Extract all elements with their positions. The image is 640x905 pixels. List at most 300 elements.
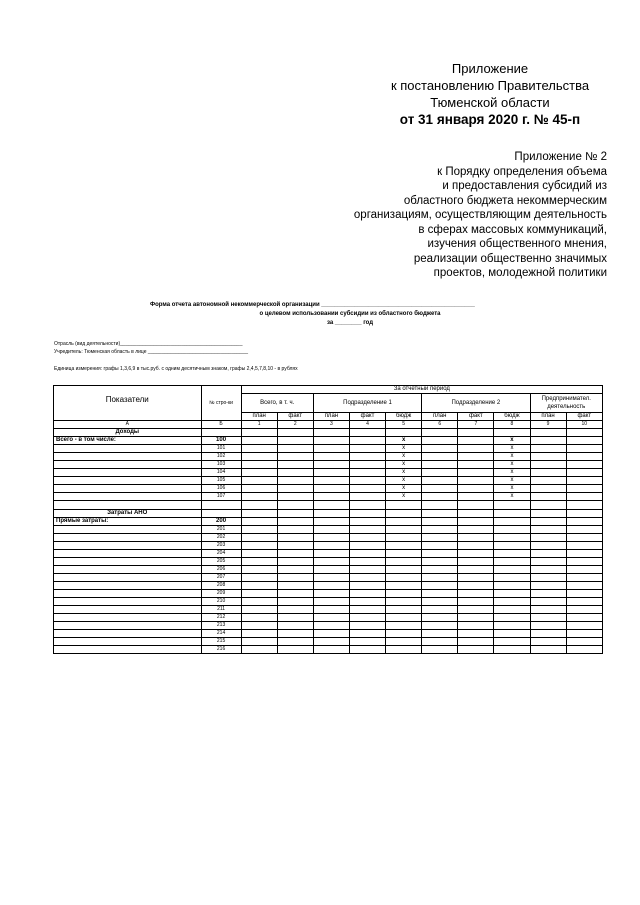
value-cell	[349, 566, 385, 574]
value-cell	[566, 622, 602, 630]
table-row	[54, 518, 603, 526]
indicator-cell	[54, 461, 202, 469]
indicator-cell	[54, 445, 202, 453]
founder-field: Учредитель: Тюменская область в лице ____________________________________	[54, 349, 249, 355]
value-cell	[566, 534, 602, 542]
value-cell	[458, 550, 494, 558]
value-cell	[277, 518, 313, 526]
value-cell	[386, 582, 422, 590]
value-cell	[458, 437, 494, 445]
value-cell	[566, 550, 602, 558]
value-cell	[349, 510, 385, 518]
value-cell	[458, 630, 494, 638]
indicator-cell	[54, 606, 202, 614]
value-cell	[349, 614, 385, 622]
value-cell	[313, 445, 349, 453]
value-cell	[530, 550, 566, 558]
value-cell	[241, 606, 277, 614]
value-cell	[313, 493, 349, 501]
value-cell	[422, 477, 458, 485]
value-cell: х	[386, 493, 422, 501]
line-number-cell: 204	[201, 550, 241, 558]
value-cell	[494, 646, 530, 654]
column-number: А	[54, 421, 202, 429]
line-number-cell: 100	[201, 437, 241, 445]
value-cell	[566, 453, 602, 461]
value-cell	[458, 614, 494, 622]
appendix-2-line: организациям, осуществляющим деятельность	[353, 209, 607, 221]
value-cell	[241, 614, 277, 622]
plan-header: план	[530, 413, 566, 421]
value-cell	[458, 501, 494, 510]
value-cell	[458, 558, 494, 566]
value-cell	[313, 606, 349, 614]
value-cell	[530, 477, 566, 485]
value-cell	[530, 534, 566, 542]
value-cell	[313, 518, 349, 526]
table-row	[54, 501, 603, 510]
value-cell	[494, 622, 530, 630]
value-cell	[386, 542, 422, 550]
value-cell	[422, 445, 458, 453]
indicator-cell	[54, 638, 202, 646]
subdivision-2-header: Подразделение 2	[422, 394, 530, 413]
value-cell	[566, 510, 602, 518]
value-cell	[349, 542, 385, 550]
value-cell	[277, 493, 313, 501]
value-cell	[277, 526, 313, 534]
table-row	[54, 598, 603, 606]
value-cell	[241, 429, 277, 437]
value-cell: х	[494, 477, 530, 485]
value-cell	[458, 646, 494, 654]
value-cell	[566, 429, 602, 437]
table-row	[54, 542, 603, 550]
value-cell	[422, 485, 458, 493]
value-cell	[386, 510, 422, 518]
value-cell	[277, 469, 313, 477]
value-cell	[494, 429, 530, 437]
appendix-2-line: изучения общественного мнения,	[427, 238, 607, 250]
value-cell	[458, 598, 494, 606]
value-cell	[349, 437, 385, 445]
value-cell	[494, 558, 530, 566]
value-cell	[277, 630, 313, 638]
value-cell	[530, 429, 566, 437]
indicator-cell: Прямые затраты:	[54, 518, 202, 526]
value-cell	[422, 598, 458, 606]
indicator-cell	[54, 566, 202, 574]
indicator-cell	[54, 542, 202, 550]
value-cell	[566, 485, 602, 493]
appendix-2-line: к Порядку определения объема	[437, 165, 607, 178]
value-cell	[422, 566, 458, 574]
value-cell	[277, 453, 313, 461]
table-row	[54, 453, 603, 461]
value-cell	[313, 526, 349, 534]
column-numbers-row	[54, 421, 603, 429]
value-cell	[241, 630, 277, 638]
value-cell	[277, 542, 313, 550]
value-cell	[566, 582, 602, 590]
value-cell	[422, 606, 458, 614]
value-cell	[313, 574, 349, 582]
value-cell	[530, 437, 566, 445]
value-cell	[277, 606, 313, 614]
indicator-cell	[54, 453, 202, 461]
value-cell	[494, 518, 530, 526]
value-cell	[241, 526, 277, 534]
value-cell	[494, 574, 530, 582]
column-number: 3	[313, 421, 349, 429]
value-cell	[422, 574, 458, 582]
table-row	[54, 526, 603, 534]
value-cell	[349, 469, 385, 477]
value-cell: х	[494, 469, 530, 477]
value-cell	[241, 445, 277, 453]
value-cell	[494, 582, 530, 590]
value-cell	[349, 630, 385, 638]
value-cell	[349, 582, 385, 590]
value-cell	[566, 526, 602, 534]
value-cell	[349, 534, 385, 542]
value-cell	[313, 550, 349, 558]
fact-header: факт	[458, 413, 494, 421]
value-cell	[422, 622, 458, 630]
value-cell	[241, 542, 277, 550]
value-cell: х	[494, 485, 530, 493]
value-cell	[530, 630, 566, 638]
value-cell	[458, 485, 494, 493]
line-number-cell: 208	[201, 582, 241, 590]
value-cell	[458, 477, 494, 485]
value-cell	[313, 485, 349, 493]
value-cell	[313, 501, 349, 510]
value-cell	[349, 485, 385, 493]
column-number: 2	[277, 421, 313, 429]
line-number-cell: 210	[201, 598, 241, 606]
value-cell	[458, 493, 494, 501]
table-row	[54, 638, 603, 646]
appendix-2-line: и предоставления субсидий из	[442, 180, 607, 192]
indicator-cell	[54, 550, 202, 558]
column-number: 10	[566, 421, 602, 429]
value-cell	[422, 469, 458, 477]
value-cell	[241, 485, 277, 493]
value-cell	[458, 510, 494, 518]
value-cell	[422, 550, 458, 558]
value-cell	[313, 453, 349, 461]
line-number-cell: 102	[201, 453, 241, 461]
value-cell	[566, 558, 602, 566]
value-cell: х	[386, 445, 422, 453]
value-cell	[313, 469, 349, 477]
value-cell	[458, 518, 494, 526]
value-cell	[566, 614, 602, 622]
line-number-cell: 207	[201, 574, 241, 582]
column-number: 1	[241, 421, 277, 429]
value-cell	[422, 534, 458, 542]
value-cell: х	[386, 469, 422, 477]
value-cell	[241, 582, 277, 590]
value-cell	[566, 518, 602, 526]
value-cell	[566, 469, 602, 477]
value-cell	[241, 437, 277, 445]
value-cell	[386, 590, 422, 598]
value-cell	[530, 606, 566, 614]
value-cell	[313, 622, 349, 630]
value-cell	[530, 614, 566, 622]
value-cell	[458, 590, 494, 598]
value-cell	[566, 477, 602, 485]
value-cell	[566, 493, 602, 501]
value-cell	[386, 638, 422, 646]
value-cell	[566, 630, 602, 638]
table-row	[54, 493, 603, 501]
value-cell	[422, 437, 458, 445]
appendix-2-line: проектов, молодежной политики	[433, 267, 607, 279]
value-cell	[241, 461, 277, 469]
value-cell	[277, 574, 313, 582]
value-cell	[349, 453, 385, 461]
column-number: 4	[349, 421, 385, 429]
value-cell	[530, 638, 566, 646]
value-cell	[313, 461, 349, 469]
value-cell	[566, 566, 602, 574]
form-title-line: о целевом использовании субсидии из областного бюджета	[259, 311, 441, 317]
budget-header: бюдж	[386, 413, 422, 421]
indicator-cell	[54, 622, 202, 630]
table-row	[54, 485, 603, 493]
table-row	[54, 582, 603, 590]
indicator-cell: Всего - в том числе:	[54, 437, 202, 445]
value-cell	[458, 526, 494, 534]
line-number-cell: 201	[201, 526, 241, 534]
indicators-header: Показатели	[54, 386, 202, 421]
value-cell	[422, 646, 458, 654]
value-cell	[313, 534, 349, 542]
value-cell	[277, 445, 313, 453]
value-cell	[349, 638, 385, 646]
form-title	[150, 301, 550, 328]
value-cell	[494, 550, 530, 558]
table-row	[54, 429, 603, 437]
resolution-date: от 31 января 2020 г. № 45-п	[399, 112, 581, 127]
value-cell	[566, 437, 602, 445]
value-cell	[349, 558, 385, 566]
appendix-2-line: в сферах массовых коммуникаций,	[418, 223, 607, 236]
value-cell	[386, 501, 422, 510]
value-cell	[313, 429, 349, 437]
value-cell	[530, 445, 566, 453]
value-cell	[530, 646, 566, 654]
line-number-cell: 104	[201, 469, 241, 477]
value-cell	[458, 461, 494, 469]
value-cell	[241, 638, 277, 646]
appendix-2-line: Приложение № 2	[514, 151, 607, 163]
value-cell	[277, 477, 313, 485]
value-cell	[386, 622, 422, 630]
line-number-cell: 209	[201, 590, 241, 598]
value-cell	[277, 646, 313, 654]
value-cell	[349, 477, 385, 485]
line-number-cell: 214	[201, 630, 241, 638]
value-cell	[494, 614, 530, 622]
indicator-cell: Затраты АНО	[54, 510, 202, 518]
total-header: Всего, в т. ч.	[241, 394, 313, 413]
table-row	[54, 590, 603, 598]
value-cell	[349, 646, 385, 654]
value-cell	[277, 429, 313, 437]
value-cell	[422, 590, 458, 598]
value-cell	[530, 510, 566, 518]
value-cell	[349, 574, 385, 582]
value-cell	[313, 566, 349, 574]
indicator-cell	[54, 534, 202, 542]
value-cell	[530, 566, 566, 574]
value-cell	[566, 574, 602, 582]
value-cell	[566, 590, 602, 598]
value-cell	[386, 598, 422, 606]
value-cell	[458, 542, 494, 550]
table-row	[54, 566, 603, 574]
line-number-cell	[201, 501, 241, 510]
value-cell: х	[494, 445, 530, 453]
appendix-header	[370, 60, 610, 128]
table-row	[54, 445, 603, 453]
table-row	[54, 469, 603, 477]
value-cell	[241, 518, 277, 526]
indicator-cell	[54, 485, 202, 493]
line-number-cell: 202	[201, 534, 241, 542]
table-row	[54, 574, 603, 582]
appendix-line: Тюменской области	[430, 95, 550, 110]
indicator-cell	[54, 501, 202, 510]
indicator-cell	[54, 646, 202, 654]
value-cell	[422, 638, 458, 646]
value-cell	[422, 542, 458, 550]
value-cell	[566, 542, 602, 550]
value-cell	[241, 574, 277, 582]
fact-header: факт	[349, 413, 385, 421]
value-cell	[349, 493, 385, 501]
indicator-cell	[54, 614, 202, 622]
value-cell	[313, 437, 349, 445]
value-cell	[313, 646, 349, 654]
value-cell	[458, 429, 494, 437]
value-cell	[241, 590, 277, 598]
value-cell	[530, 542, 566, 550]
value-cell	[313, 558, 349, 566]
value-cell	[313, 582, 349, 590]
value-cell	[458, 445, 494, 453]
appendix-2-header	[307, 150, 607, 281]
appendix-2-line: областного бюджета некоммерческим	[403, 194, 607, 207]
value-cell	[277, 638, 313, 646]
line-number-cell: 205	[201, 558, 241, 566]
line-number-cell: 200	[201, 518, 241, 526]
value-cell	[422, 461, 458, 469]
value-cell	[386, 550, 422, 558]
value-cell	[494, 542, 530, 550]
value-cell	[422, 501, 458, 510]
value-cell	[277, 437, 313, 445]
value-cell	[422, 518, 458, 526]
value-cell	[277, 485, 313, 493]
value-cell	[386, 526, 422, 534]
value-cell	[494, 534, 530, 542]
column-number: 7	[458, 421, 494, 429]
value-cell	[277, 590, 313, 598]
value-cell: х	[494, 437, 530, 445]
column-number: 6	[422, 421, 458, 429]
table-row	[54, 437, 603, 445]
value-cell	[386, 566, 422, 574]
line-number-cell	[201, 429, 241, 437]
value-cell	[530, 622, 566, 630]
table-row	[54, 461, 603, 469]
value-cell	[422, 510, 458, 518]
branch-field: Отрасль (вид деятельности)____________________________________________	[54, 341, 243, 347]
column-number: 5	[386, 421, 422, 429]
appendix-2-line: реализации общественно значимых	[413, 252, 607, 265]
value-cell: х	[386, 461, 422, 469]
value-cell	[494, 590, 530, 598]
line-number-cell: 216	[201, 646, 241, 654]
value-cell	[530, 493, 566, 501]
report-table	[53, 385, 603, 654]
value-cell	[458, 453, 494, 461]
value-cell	[530, 598, 566, 606]
line-number-cell: 101	[201, 445, 241, 453]
value-cell	[494, 566, 530, 574]
line-number-cell: 106	[201, 485, 241, 493]
budget-header: бюдж	[494, 413, 530, 421]
value-cell	[349, 598, 385, 606]
value-cell	[313, 598, 349, 606]
value-cell	[349, 590, 385, 598]
value-cell	[530, 518, 566, 526]
value-cell	[530, 574, 566, 582]
appendix-line: к постановлению Правительства	[390, 78, 590, 93]
value-cell	[277, 501, 313, 510]
value-cell	[386, 630, 422, 638]
table-row	[54, 477, 603, 485]
plan-header: план	[241, 413, 277, 421]
line-number-cell: 206	[201, 566, 241, 574]
value-cell	[422, 582, 458, 590]
value-cell	[566, 606, 602, 614]
value-cell	[458, 566, 494, 574]
value-cell	[530, 485, 566, 493]
value-cell	[349, 526, 385, 534]
value-cell	[566, 598, 602, 606]
value-cell	[458, 606, 494, 614]
table-row	[54, 510, 603, 518]
value-cell	[386, 614, 422, 622]
column-number: 9	[530, 421, 566, 429]
table-row	[54, 534, 603, 542]
value-cell	[494, 638, 530, 646]
value-cell	[494, 606, 530, 614]
line-number-cell: 107	[201, 493, 241, 501]
value-cell	[386, 558, 422, 566]
value-cell	[422, 493, 458, 501]
table-row	[54, 622, 603, 630]
value-cell	[458, 534, 494, 542]
units-note: Единица измерения: графы 1,3,6,9 в тыс.руб. с одним десятичным знаком, графы 2,4,5,7,8,10 - в рублях	[54, 366, 298, 372]
value-cell	[386, 574, 422, 582]
